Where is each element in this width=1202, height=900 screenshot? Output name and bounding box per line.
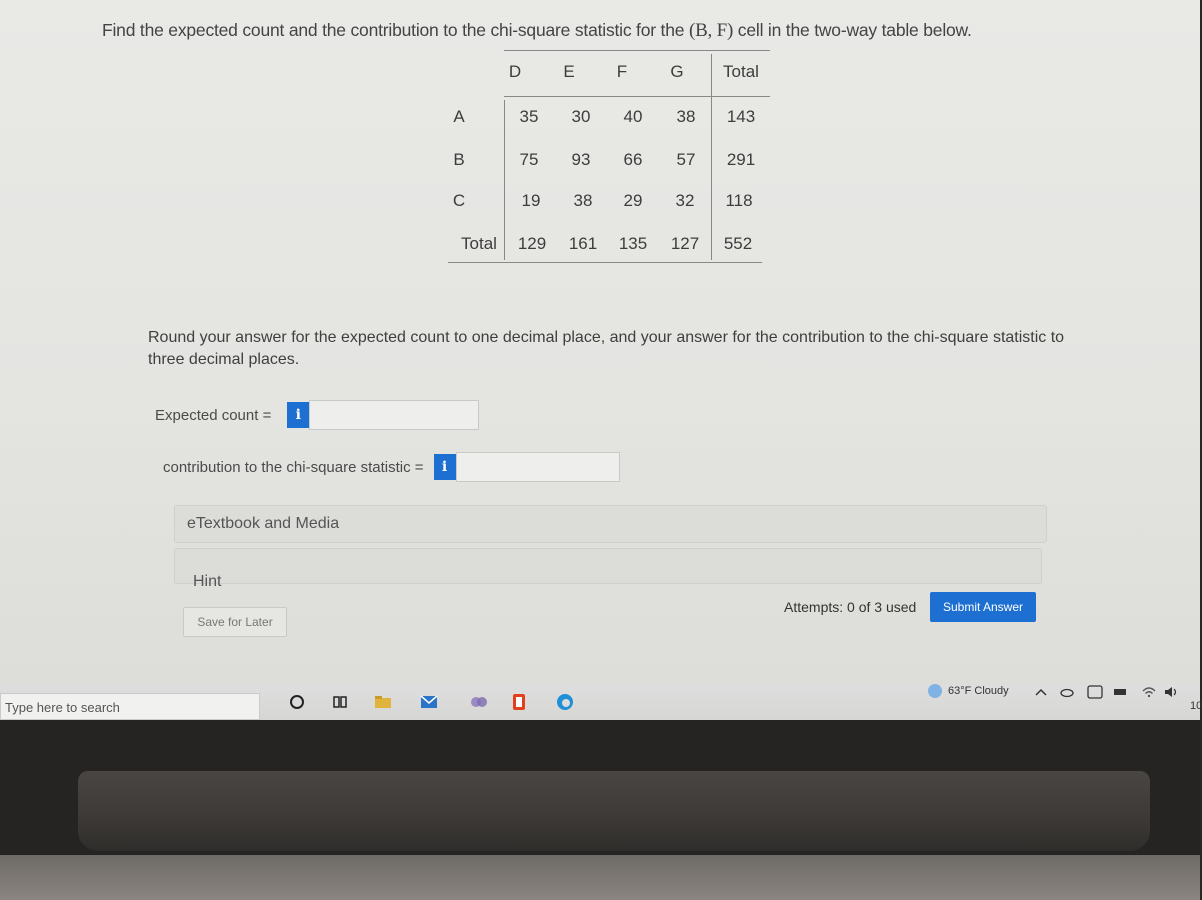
office-icon[interactable] <box>508 691 530 713</box>
weather-widget[interactable] <box>928 684 1009 698</box>
onedrive-icon[interactable] <box>1056 681 1078 703</box>
question-cell-ref: (B, F) <box>688 20 734 41</box>
table-cell: 38 <box>676 107 696 126</box>
task-view-icon[interactable] <box>329 691 351 713</box>
info-icon[interactable]: i <box>434 454 456 480</box>
question-suffix: cell in the two-way table below. <box>733 20 972 40</box>
laptop-hinge <box>78 771 1150 851</box>
table-row-label: B <box>453 150 465 169</box>
table-cell: 75 <box>519 150 539 169</box>
table-cell: 19 <box>521 191 541 210</box>
instructions-text: Round your answer for the expected count to one decimal place, and your answer for the contribution to the chi-square statistic to three decimal places. <box>148 329 1065 368</box>
expected-count-input[interactable] <box>309 400 479 430</box>
taskbar <box>0 685 1200 720</box>
taskbar-search-input[interactable]: Type here to search <box>0 693 260 720</box>
weather-text: 63°F Cloudy <box>948 685 1009 697</box>
table-cell: 29 <box>623 191 643 210</box>
table-cell: 143 <box>726 107 756 126</box>
contribution-row <box>163 452 620 482</box>
question-text <box>102 20 1002 42</box>
table-col-header: E <box>563 62 575 81</box>
table-cell: 135 <box>618 234 648 253</box>
clock-text: 10 <box>1190 700 1202 712</box>
table-cell: 66 <box>623 150 643 169</box>
wifi-icon[interactable] <box>1138 681 1160 703</box>
table-cell: 40 <box>623 107 643 126</box>
table-cell: 127 <box>670 234 700 253</box>
info-icon[interactable]: i <box>287 402 309 428</box>
laptop-base <box>0 855 1200 900</box>
hint-label: Hint <box>193 573 222 590</box>
table-row-label: C <box>452 191 466 210</box>
battery-icon[interactable] <box>1110 681 1132 703</box>
contribution-input[interactable] <box>456 452 620 482</box>
table-cell: 38 <box>573 191 593 210</box>
two-way-table <box>448 50 770 264</box>
table-cell: 35 <box>519 107 539 126</box>
expected-count-row <box>155 400 479 430</box>
table-cell: 30 <box>571 107 591 126</box>
file-explorer-icon[interactable] <box>372 691 394 713</box>
question-prefix: Find the expected count and the contribution to the chi-square statistic for the <box>102 20 689 40</box>
table-total-rule <box>448 262 762 263</box>
table-col-header: F <box>616 62 628 81</box>
hint-panel[interactable] <box>174 548 1042 590</box>
app-icon[interactable] <box>468 691 490 713</box>
table-col-header: Total <box>723 62 759 81</box>
save-for-later-button[interactable]: Save for Later <box>183 607 287 637</box>
table-row-label: Total <box>461 234 497 253</box>
submit-answer-button[interactable]: Submit Answer <box>930 592 1036 622</box>
table-col-header: D <box>508 62 522 81</box>
etextbook-media-panel[interactable] <box>174 505 1047 543</box>
expected-count-label: Expected count = <box>155 406 272 424</box>
etextbook-media-label: eTextbook and Media <box>187 515 340 532</box>
table-header-rule <box>504 96 770 97</box>
table-cell: 291 <box>726 150 756 169</box>
table-col-header: G <box>670 62 684 81</box>
table-cell: 161 <box>568 234 598 253</box>
edge-browser-icon[interactable] <box>554 691 576 713</box>
table-cell: 129 <box>517 234 547 253</box>
volume-icon[interactable] <box>1160 681 1182 703</box>
table-row-label: A <box>453 107 465 126</box>
table-cell: 552 <box>723 234 753 253</box>
contribution-label: contribution to the chi-square statistic = <box>163 458 424 476</box>
attempts-counter: Attempts: 0 of 3 used <box>784 599 917 615</box>
chevron-up-icon[interactable] <box>1030 681 1052 703</box>
table-top-rule <box>504 50 770 51</box>
cloud-icon <box>928 684 942 698</box>
cortana-icon[interactable] <box>286 691 308 713</box>
meet-now-icon[interactable] <box>1084 681 1106 703</box>
table-cell: 93 <box>571 150 591 169</box>
table-cell: 32 <box>675 191 695 210</box>
mail-icon[interactable] <box>418 691 440 713</box>
table-cell: 57 <box>676 150 696 169</box>
table-cell: 118 <box>725 191 753 210</box>
